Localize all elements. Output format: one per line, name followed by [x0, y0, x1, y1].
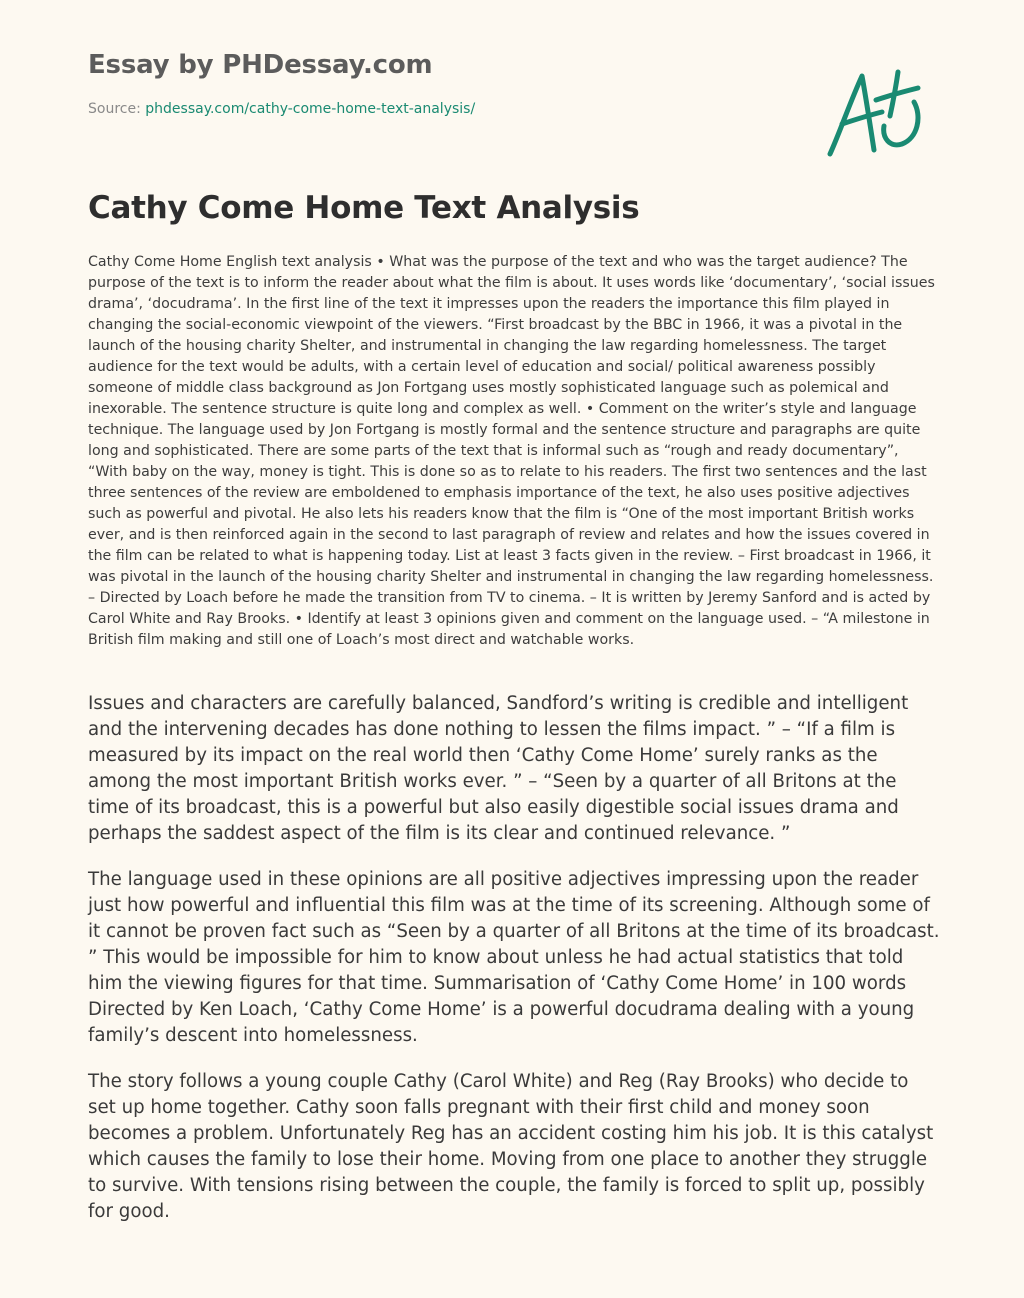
essay-intro-paragraph: Cathy Come Home English text analysis • What was the purpose of the text and who was the target audience? The purpose of the text is to inform the reader about what the film is about. It uses words like ‘documentary’, ‘social issues drama’, ‘docudrama’. In the first line of the text it impresses upon the readers the importance this film played in changing the social-economic viewpoint of the viewers. “First broadcast by the BBC in 1966, it was a pivotal in the launch of the housing charity Shelter, and instrumental in changing the law regarding homelessness. The target audience for the text would be adults, with a certain level of education and social/ political awareness possibly someone of middle class background as Jon Fortgang uses mostly sophisticated language such as polemical and inexorable. The sentence structure is quite long and complex as well. • Comment on the writer’s style and language technique. The language used by Jon Fortgang is mostly formal and the sentence structure and paragraphs are quite long and sophisticated. There are some parts of the text that is informal such as “rough and ready documentary”, “With baby on the way, money is tight. This is done so as to relate to his readers. The first two sentences and the last three sentences of the review are emboldened to emphasis importance of the text, he also uses positive adjectives such as powerful and pivotal. He also lets his readers know that the film is “One of the most important British works ever, and is then reinforced again in the second to last paragraph of review and relates and how the issues covered in the film can be related to what is happening today. List at least 3 facts given in the review. – First broadcast in 1966, it was pivotal in the launch of the housing charity Shelter and instrumental in changing the law regarding homelessness. – Directed by Loach before he made the transition from TV to cinema. – It is written by Jeremy Sanford and is acted by Carol White and Ray Brooks. • Identify at least 3 opinions given and comment on the language used. – “A milestone in British film making and still one of Loach’s most direct and watchable works. [88, 254, 935, 648]
essay-paragraph: Issues and characters are carefully balanced, Sandford’s writing is credible and intelligent and the intervening decades has done nothing to lessen the films impact. ” – “If a film is measured by its impact on the real world then ‘Cathy Come Home’ surely ranks as the among the most important British works ever. ” – “Seen by a quarter of all Britons at the time of its broadcast, this is a powerful but also easily digestible social issues drama and perhaps the saddest aspect of the film is its clear and continued relevance. ” [88, 693, 909, 844]
site-brand: Essay by PHDessay.com [88, 50, 433, 80]
source-link[interactable]: phdessay.com/cathy-come-home-text-analysis/ [145, 101, 476, 117]
a-plus-grade-icon [820, 62, 930, 162]
source-label: Source: [88, 101, 146, 117]
essay-paragraph: The language used in these opinions are all positive adjectives impressing upon the reader just how powerful and influential this film was at the time of its screening. Although some of it cannot be proven fact such as “Seen by a quarter of all Britons at the time of its broadcast. ” This would be impossible for him to know about unless he had actual statistics that told him the viewing figures for that time. Summarisation of ‘Cathy Come Home’ in 100 words Directed by Ken Loach, ‘Cathy Come Home’ is a powerful docudrama dealing with a young family’s descent into homelessness. [88, 869, 940, 1046]
essay-paragraph: The story follows a young couple Cathy (Carol White) and Reg (Ray Brooks) who decide to set up home together. Cathy soon falls pregnant with their first child and money soon becomes a problem. Unfortunately Reg has an accident costing him his job. It is this catalyst which causes the family to lose their home. Moving from one place to another they struggle to survive. With tensions rising between the couple, the family is forced to split up, possibly for good. [88, 1071, 934, 1222]
source-line [88, 101, 475, 117]
essay-title: Cathy Come Home Text Analysis [88, 190, 640, 226]
